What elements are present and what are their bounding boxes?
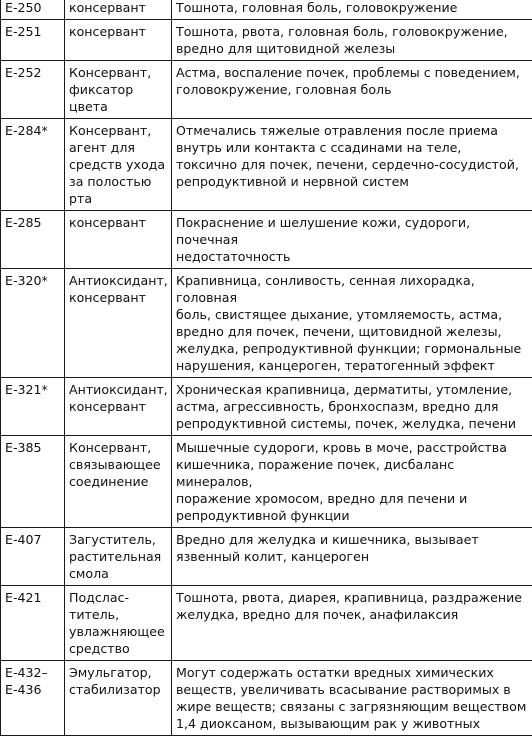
additive-function-cell: Консервант, агент для средств ухода за полостью рта (65, 119, 172, 211)
additive-function-cell: Загуститель, растительная смола (65, 528, 172, 586)
additive-effects-cell: Тошнота, головная боль, головокружение (172, 0, 532, 20)
additive-code-cell: E-285 (1, 211, 65, 269)
additive-effects-cell: Хроническая крапивница, дерматиты, утомление, астма, агрессивность, бронхоспазм, вредно для репродуктивной системы, почек, желудка, печени (172, 378, 532, 436)
additive-code-cell: E-421 (1, 586, 65, 661)
table-row (1, 661, 532, 736)
table-row (1, 0, 532, 20)
additive-function-cell: Антиоксидант, консервант (65, 269, 172, 378)
additive-effects-cell: Тошнота, рвота, головная боль, головокружение, вредно для щитовидной железы (172, 20, 532, 61)
additive-effects-cell: Отмечались тяжелые отравления после приема внутрь или контакта с ссадинами на теле, токсично для почек, печени, сердечно-сосудистой, репродуктивной и нервной систем (172, 119, 532, 211)
table-row (1, 586, 532, 661)
additive-code-cell: E-251 (1, 20, 65, 61)
additive-effects-cell: Астма, воспаление почек, проблемы с поведением, головокружение, головная боль (172, 61, 532, 119)
additive-code-cell: E-321* (1, 378, 65, 436)
additive-effects-cell: Крапивница, сонливость, сенная лихорадка, головная боль, свистящее дыхание, утомляемость, астма, вредно для почек, печени, щитовидной железы, желудка, репродуктивной функции; гормональные нарушения, канцероген, тератогенный эффект (172, 269, 532, 378)
table-row (1, 269, 532, 378)
additive-effects-cell: Покраснение и шелушение кожи, судороги, почечная недостаточность (172, 211, 532, 269)
additive-function-cell: Эмульгатор, стабилизатор (65, 661, 172, 736)
additive-function-cell: консервант (65, 211, 172, 269)
additive-code-cell: E-407 (1, 528, 65, 586)
additive-effects-cell: Тошнота, рвота, диарея, крапивница, раздражение желудка, вредно для почек, анафилаксия (172, 586, 532, 661)
table-row (1, 20, 532, 61)
table-row (1, 378, 532, 436)
table-row (1, 528, 532, 586)
additive-effects-cell: Могут содержать остатки вредных химических веществ, увеличивать всасывание растворимых в жире веществ; связаны с загрязняющим веществом 1,4 диоксаном, вызывающим рак у животных (172, 661, 532, 736)
additive-code-cell: E-320* (1, 269, 65, 378)
additive-function-cell: Консервант, фиксатор цвета (65, 61, 172, 119)
table-row (1, 61, 532, 119)
additive-code-cell: E-432– E-436 (1, 661, 65, 736)
additive-function-cell: консервант (65, 0, 172, 20)
additive-code-cell: E-385 (1, 436, 65, 528)
table-row (1, 436, 532, 528)
additive-effects-cell: Вредно для желудка и кишечника, вызывает язвенный колит, канцероген (172, 528, 532, 586)
additive-function-cell: Консервант, связывающее соединение (65, 436, 172, 528)
table-row (1, 211, 532, 269)
additive-function-cell: консервант (65, 20, 172, 61)
additive-effects-cell: Мышечные судороги, кровь в моче, расстройства кишечника, поражение почек, дисбаланс минералов, поражение хромосом, вредно для печени и репродуктивной функции (172, 436, 532, 528)
additive-function-cell: Антиоксидант, консервант (65, 378, 172, 436)
additive-function-cell: Подслас- титель, увлажняющее средство (65, 586, 172, 661)
table-row (1, 119, 532, 211)
additive-code-cell: E-250 (1, 0, 65, 20)
additive-code-cell: E-252 (1, 61, 65, 119)
additive-code-cell: E-284* (1, 119, 65, 211)
table-body (1, 0, 532, 736)
